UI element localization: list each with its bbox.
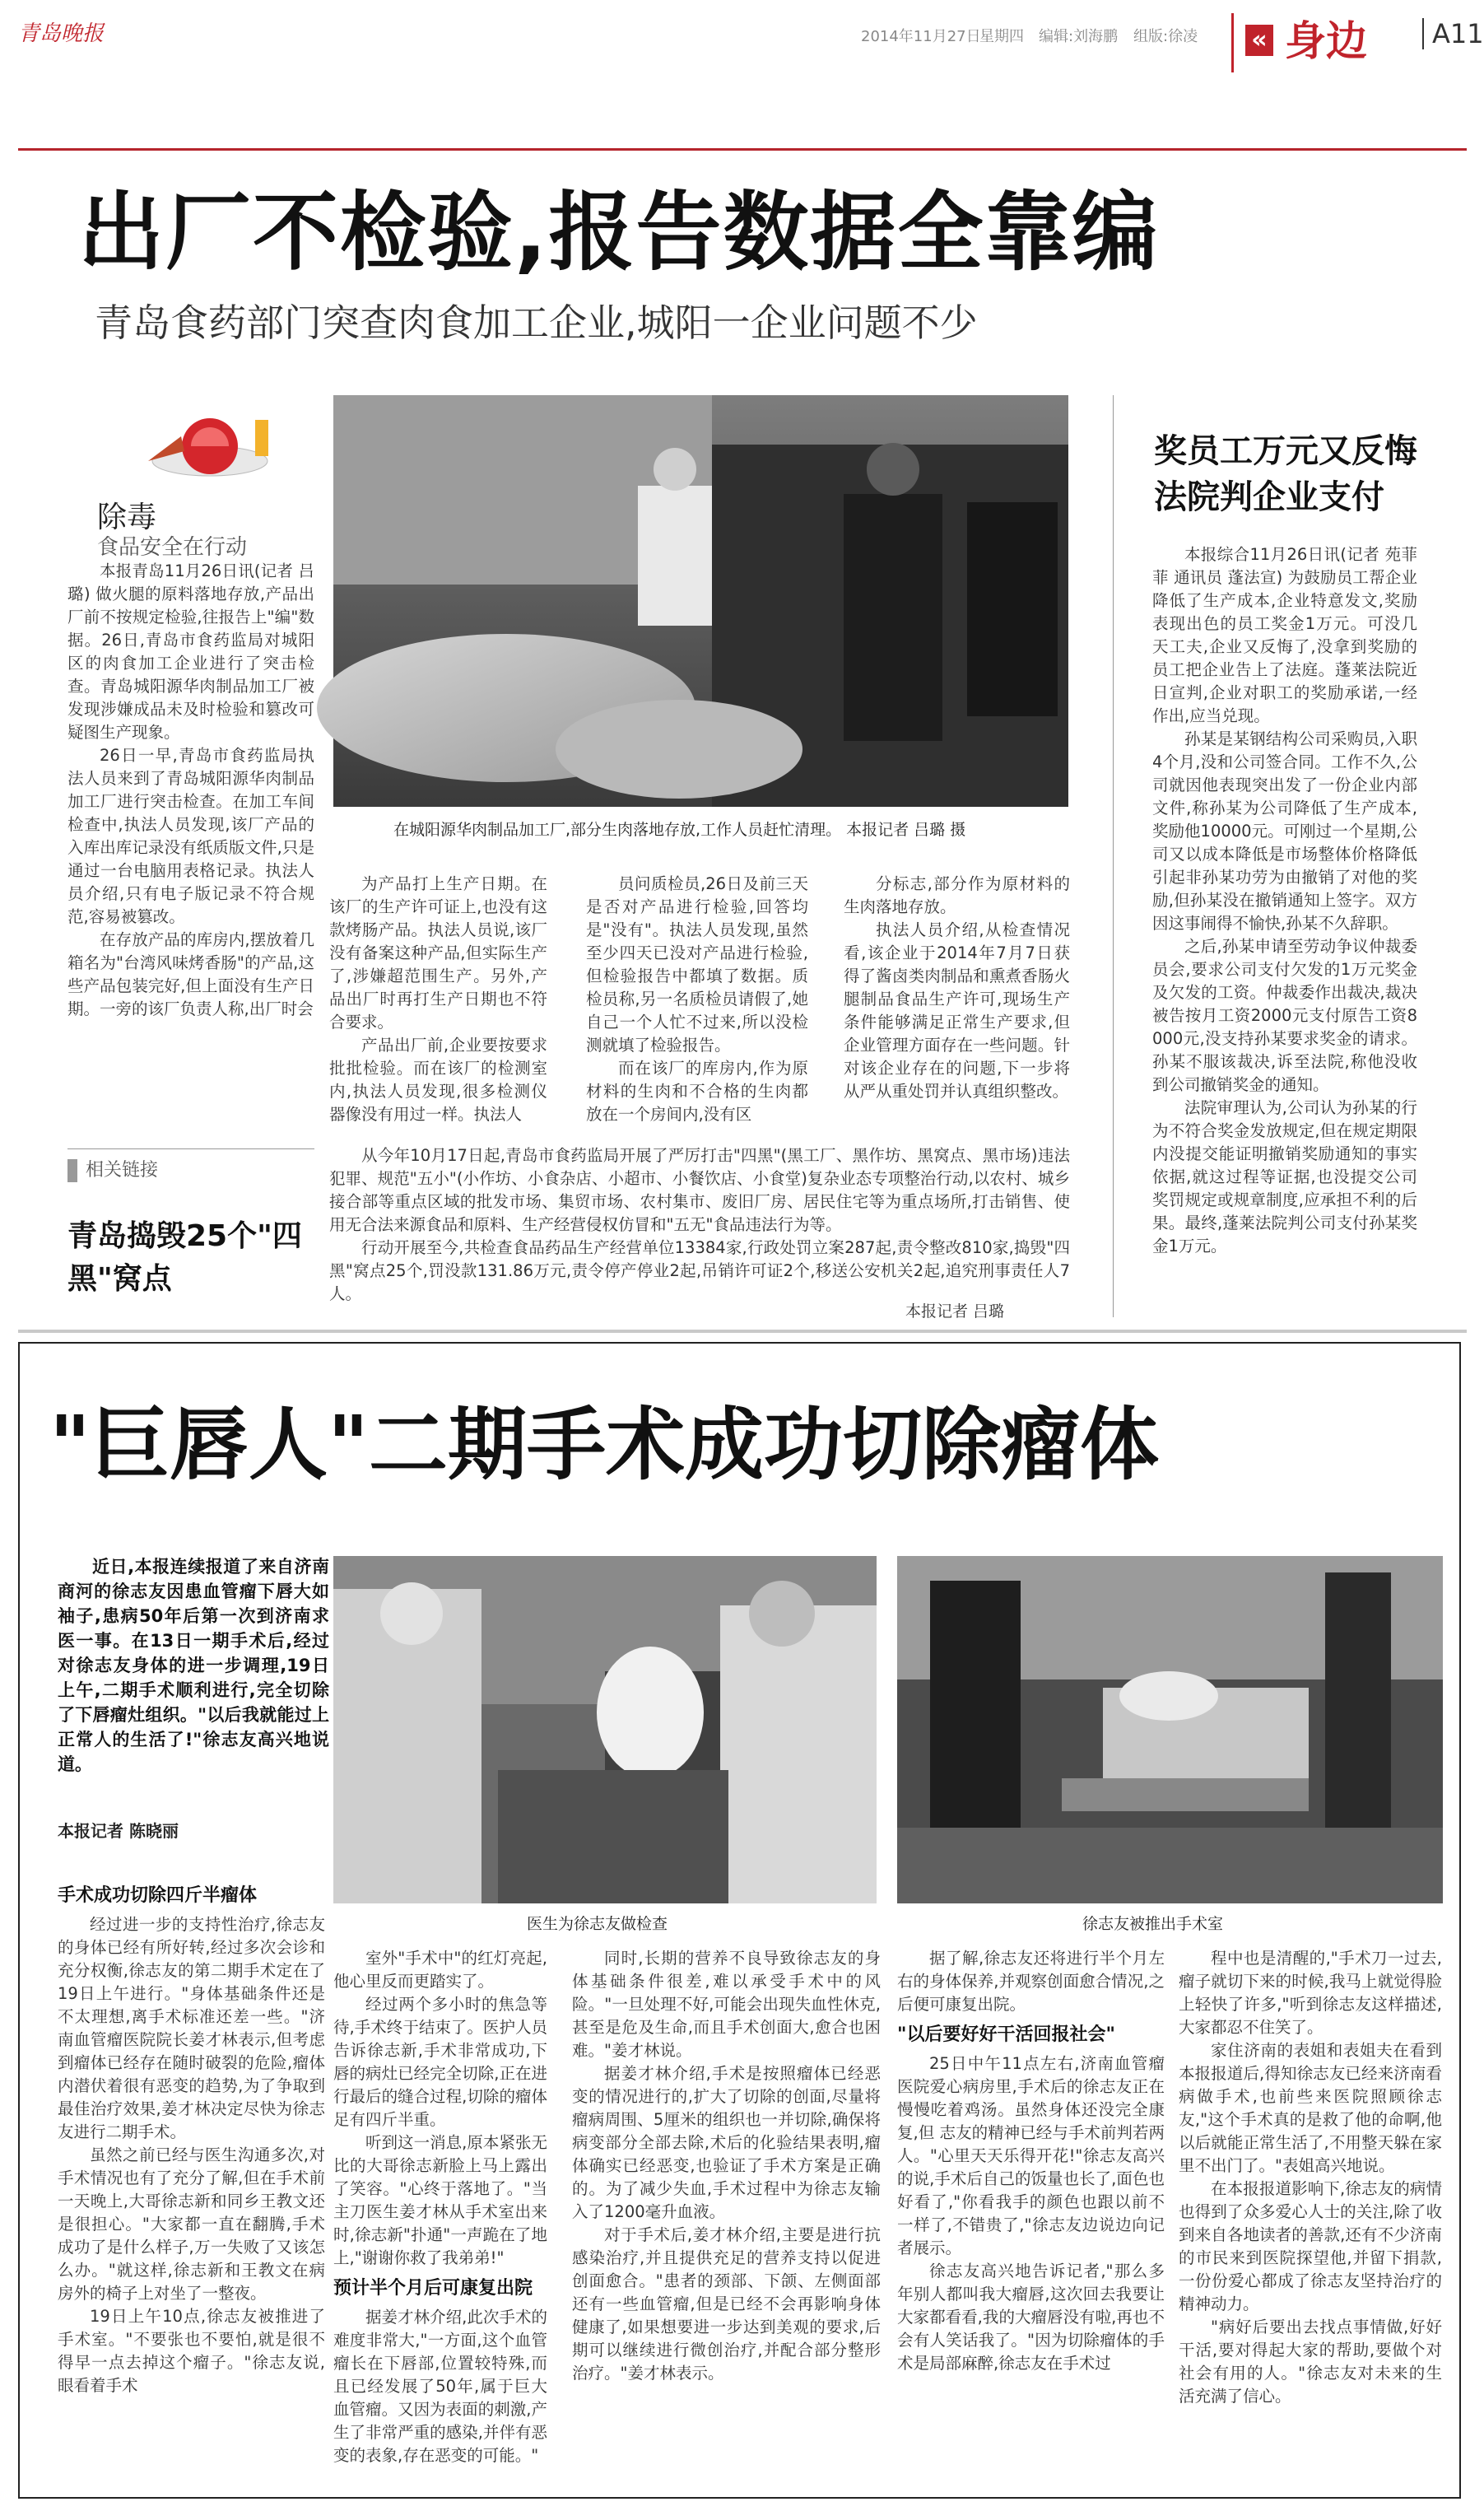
paragraph: 本报青岛11月26日讯(记者 吕璐) 做火腿的原料落地存放,产品出厂前不按规定检验,往报告上"编"数据。26日,青岛市食药监局对城阳区的肉食加工企业进行了突击检查。青岛城阳源华肉制品加工厂被发现涉嫌成品未及时检验和篡改可疑图生产现象。: [67, 561, 314, 742]
paragraph: 程中也是清醒的,"手术刀一过去,瘤子就切下来的时候,我马上就觉得脸上轻快了许多,"听到徐志友这样描述,大家都忍不住笑了。: [1179, 1949, 1442, 2037]
paragraph: 19日上午10点,徐志友被推进了手术室。"不要张也不要怕,就是很不得早一点去掉这个瘤子。"徐志友说,眼看着手术: [58, 2307, 325, 2395]
paragraph: 对于手术后,姜才林介绍,主要是进行抗感染治疗,并且提供充足的营养支持以促进创面愈合。"患者的颈部、下颌、左侧面部还有一些血管瘤,但是已经不会再影响身体健康了,如果想要进一步达到美观的要求,后期可以继续进行微创治疗,并配合部分整形治疗。"姜才林表示。: [572, 2225, 881, 2383]
paragraph: 而在该厂的库房内,作为原材料的生肉和不合格的生肉都放在一个房间内,没有区: [586, 1059, 808, 1124]
article1-column-2: [329, 873, 547, 1124]
paragraph: 经过两个多小时的焦急等待,手术终于结束了。医护人员告诉徐志新,手术非常成功,下唇的病灶已经完全切除,正在进行最后的缝合过程,切除的瘤体足有四斤半重。: [333, 1995, 547, 2129]
page-number: A11: [1422, 18, 1484, 49]
section-separator: [18, 1330, 1467, 1333]
paragraph: 本报综合11月26日讯(记者 苑菲菲 通讯员 蓬法宣) 为鼓励员工帮企业降低了生产成本,企业特意发文,奖励表现出色的员工奖金1万元。可没几天工夫,企业又反悔了,没拿到奖励的员工把企业告上了法庭。蓬莱法院近日宣判,企业对职工的奖励承诺,一经作出,应当兑现。: [1152, 545, 1417, 725]
paragraph: 行动开展至今,共检查食品药品生产经营单位13384家,行政处罚立案287起,责令整改810家,捣毁"四黑"窝点25个,罚没款131.86万元,责令停产停业2起,吊销许可证2个,移送公安机关2起,追究刑事责任人7人。: [329, 1238, 1070, 1303]
paragraph: 据姜才林介绍,手术是按照瘤体已经恶变的情况进行的,扩大了切除的创面,尽量将瘤病周围、5厘米的组织也一并切除,确保将病变部分全部去除,术后的化验结果表明,瘤体确实已经恶变,也验证了手术方案是正确的。为了减少失血,手术过程中为徐志友输入了1200毫升血液。: [572, 2064, 881, 2221]
sidebar-byline: 本报记者 吕璐: [905, 1302, 1005, 1321]
article2-headline-2: 法院判企业支付: [1154, 478, 1384, 516]
paragraph: 据了解,徐志友还将进行半个月左右的身体保养,并观察创面愈合情况,之后便可康复出院。: [897, 1949, 1165, 2014]
article3-lead: [58, 1554, 329, 1810]
square-bullet-icon: [67, 1159, 77, 1182]
paragraph: 执法人员介绍,从检查情况看,该企业于2014年7月7日获得了酱卤类肉制品和熏煮香肠火腿制品食品生产许可,现场生产条件能够满足正常生产要求,但企业管理方面存在一些问题。针对该企业存在的问题,下一步将从严从重处罚并认真组织整改。: [844, 920, 1070, 1101]
paragraph: 在存放产品的库房内,摆放着几箱名为"台湾风味烤香肠"的产品,这些产品包装完好,但上面没有生产日期。一旁的该厂负责人称,出厂时会: [67, 930, 314, 1018]
article2-headline: 奖员工万元又反悔: [1154, 432, 1417, 470]
article1-column-4: [844, 873, 1070, 1101]
paragraph: 分标志,部分作为原材料的生肉落地存放。: [844, 874, 1070, 916]
section-name: 身边: [1285, 17, 1367, 65]
article1-photo-caption: 在城阳源华肉制品加工厂,部分生肉落地存放,工作人员赶忙清理。 本报记者 吕璐 摄: [393, 821, 966, 839]
paragraph: 之后,孙某申请至劳动争议仲裁委员会,要求公司支付欠发的1万元奖金及欠发的工资。仲裁委作出裁决,裁决被告按月工资2000元支付原告工资8000元,没支持孙某要求奖金的请求。孙某不服该裁决,诉至法院,称他没收到公司撤销奖金的通知。: [1152, 937, 1417, 1094]
paragraph: 在本报报道影响下,徐志友的病情也得到了众多爱心人士的关注,除了收到来自各地读者的善款,还有不少济南的市民来到医院探望他,并留下捐款,一份份爱心都成了徐志友坚持治疗的精神动力。: [1179, 2179, 1442, 2313]
food-safety-logo: [132, 403, 288, 494]
article1-column-sub: 食品安全在行动: [97, 535, 248, 560]
article3-column-4: [897, 1947, 1165, 2486]
paragraph: "病好后要出去找点事情做,好好干活,要对得起大家的帮助,要做个对社会有用的人。"徐志友对未来的生活充满了信心。: [1179, 2318, 1442, 2406]
article1-photo: [333, 395, 1068, 807]
article1-column-1: [67, 560, 314, 1021]
article1-column-name: 除毒: [97, 501, 157, 534]
paragraph: 同时,长期的营养不良导致徐志友的身体基础条件很差,难以承受手术中的风险。"一旦处理不好,可能会出现失血性休克,甚至是危及生命,而且手术创面大,愈合也困难。"姜才林说。: [572, 1949, 881, 2060]
article1-subhead: 青岛食药部门突查肉食加工企业,城阳一企业问题不少: [95, 300, 978, 345]
paragraph: 虽然之前已经与医生沟通多次,对手术情况也有了充分了解,但在手术前一天晚上,大哥徐志新和同乡王教文还是很担心。"大家都一直在翻腾,手术成功了是什么样子,万一失败了又该怎么办。"就这样,徐志新和王教文在病房外的椅子上对坐了一整夜。: [58, 2145, 325, 2303]
paragraph: 室外"手术中"的红灯亮起,他心里反而更踏实了。: [333, 1949, 547, 1991]
editor-credit: 编辑:刘海鹏: [1039, 28, 1119, 45]
paragraph: 经过进一步的支持性治疗,徐志友的身体已经有所好转,经过多次会诊和充分权衡,徐志友的第二期手术定在了19日上午进行。"身体基础条件还是不太理想,离手术标准还差一些。"济南血管瘤医院院长姜才林表示,但考虑到瘤体已经存在随时破裂的危险,瘤体内潜伏着很有恶变的趋势,为了争取到最佳治疗效果,姜才林决定尽快为徐志友进行二期手术。: [58, 1915, 325, 2141]
paragraph: 孙某是某钢结构公司采购员,入职4个月,没和公司签合同。工作不久,公司就因他表现突出发了一份企业内部文件,称孙某为公司降低了生产成本,奖励他10000元。可刚过一个星期,公司又以成本降低是市场整体价格降低引起非孙某功劳为由撤销了对他的奖励,但孙某没在撤销通知上签字。双方因这事闹得不愉快,孙某不久辞职。: [1152, 729, 1417, 933]
article3-subhead-2: 预计半个月后可康复出院: [333, 2278, 533, 2299]
article3-photo-2-caption: 徐志友被推出手术室: [1082, 1915, 1224, 1933]
article3-photo-2: [897, 1556, 1443, 1903]
paragraph: 从今年10月17日起,青岛市食药监局开展了严厉打击"四黑"(黑工厂、黑作坊、黑窝点、黑市场)违法犯罪、规范"五小"(小作坊、小食杂店、小超市、小餐饮店、小食堂)复杂业态专项整治行动,以农村、城乡接合部等重点区域的批发市场、集贸市场、农村集市、废旧厂房、居民住宅等为重点场所,打击销售、使用无合法来源食品和原料、生产经营侵权仿冒和"五无"食品违法行为等。: [329, 1146, 1070, 1234]
paragraph: 产品出厂前,企业要按要求批批检验。而在该厂的检测室内,执法人员发现,很多检测仪器像没有用过一样。执法人: [329, 1036, 547, 1124]
article3-column-2: [333, 1947, 547, 2486]
masthead-rule: [18, 148, 1467, 151]
paragraph: 法院审理认为,公司认为孙某的行为不符合奖金发放规定,但在规定期限内没提交能证明撤销奖励通知的事实依据,就这过程等证据,也没提交公司奖罚规定或规章制度,应承担不利的后果。最终,蓬莱法院判公司支付孙某奖金1万元。: [1152, 1098, 1417, 1256]
sidebar-title: 青岛捣毁25个"四黑"窝点: [67, 1219, 302, 1296]
article3-headline: "巨唇人"二期手术成功切除瘤体: [49, 1399, 1160, 1491]
chevron-left-icon: «: [1245, 25, 1273, 56]
layout-credit: 组版:徐凌: [1133, 28, 1198, 45]
paragraph: 听到这一消息,原本紧张无比的大哥徐志新脸上马上露出了笑容。"心终于落地了。"当主刀医生姜才林从手术室出来时,徐志新"扑通"一声跪在了地上,"谢谢你救了我弟弟!": [333, 2133, 547, 2267]
article2-body: [1152, 543, 1417, 1317]
sidebar-text: [329, 1144, 1070, 1317]
paragraph: 徐志友高兴地告诉记者,"那么多年别人都叫我大瘤唇,这次回去我要让大家都看看,我的大瘤唇没有啦,再也不会有人笑话我了。"因为切除瘤体的手术是局部麻醉,徐志友在手术过: [897, 2262, 1165, 2373]
article1-column-3: [586, 873, 808, 1124]
paragraph: 员问质检员,26日及前三天是否对产品进行检验,回答均是"没有"。执法人员发现,虽然至少四天已没对产品进行检验,但检验报告中都填了数据。质检员称,另一名质检员请假了,她自己一个人忙不过来,所以没检测就填了检验报告。: [586, 874, 808, 1055]
article3-byline: 本报记者 陈晓丽: [58, 1821, 179, 1841]
article3-photo-1: [333, 1556, 877, 1903]
paragraph: 家住济南的表姐和表姐夫在看到本报报道后,得知徐志友已经来济南看病做手术,也前些来医院照顾徐志友,"这个手术真的是救了他的命啊,他以后就能正常生活了,不用整天躲在家里不出门了。"表姐高兴地说。: [1179, 2041, 1442, 2175]
sidebar-label: 相关链接: [67, 1156, 158, 1182]
article3-subhead-3: "以后要好好干活回报社会": [897, 2024, 1115, 2045]
article3-column-1: [58, 1877, 325, 2486]
paragraph: 为产品打上生产日期。在该厂的生产许可证上,也没有这款烤肠产品。执法人员说,该厂没有备案这种产品,但实际生产了,涉嫌超范围生产。另外,产品出厂时再打生产日期也不符合要求。: [329, 874, 547, 1032]
paragraph: 26日一早,青岛市食药监局执法人员来到了青岛城阳源华肉制品加工厂进行突击检查。在加工车间检查中,执法人员发现,该厂产品的入库出库记录没有纸质版文件,只是通过一台电脑用表格记录。执法人员介绍,只有电子版记录不符合规范,容易被篡改。: [67, 746, 314, 926]
paragraph: 据姜才林介绍,此次手术的难度非常大,"一方面,这个血管瘤长在下唇部,位置较特殊,而且已经发展了50年,属于巨大血管瘤。又因为表面的刺激,产生了非常严重的感染,并伴有恶变的表象,存在恶变的可能。": [333, 2308, 547, 2465]
paragraph: 近日,本报连续报道了来自济南商河的徐志友因患血管瘤下唇大如袖子,患病50年后第一次到济南求医一事。在13日一期手术后,经过对徐志友身体的进一步调理,19日上午,二期手术顺利进行,完全切除了下唇瘤灶组织。"以后我就能过上正常人的生活了!"徐志友高兴地说道。: [58, 1557, 329, 1774]
article3-photo-1-caption: 医生为徐志友做检查: [527, 1915, 668, 1933]
issue-weekday: 星期四: [979, 28, 1024, 45]
column-divider: [1113, 395, 1114, 1317]
sidebar-divider: [67, 1148, 314, 1149]
article3-column-3: [572, 1947, 881, 2486]
article3-subhead-1: 手术成功切除四斤半瘤体: [58, 1885, 258, 1906]
section-badge: [1231, 13, 1419, 72]
article3-column-5: [1179, 1947, 1442, 2486]
paper-name-logo: 青岛晚报: [18, 21, 105, 46]
article1-headline: 出厂不检验,报告数据全靠编: [78, 182, 1160, 282]
paragraph: 25日中午11点左右,济南血管瘤医院爱心病房里,手术后的徐志友正在慢慢吃着鸡汤。虽然身体还没完全康复,但 志友的精神已经与手术前判若两人。"心里天天乐得开花!"徐志友高兴的说,手术后自己的饭量也长了,面色也好看了,"你看我手的颜色也跟以前不一样了,不错贵了,"徐志友边说边向记者展示。: [897, 2054, 1165, 2257]
food-safety-emblem-icon: [132, 403, 288, 494]
issue-date: 2014年11月27日: [861, 28, 981, 45]
